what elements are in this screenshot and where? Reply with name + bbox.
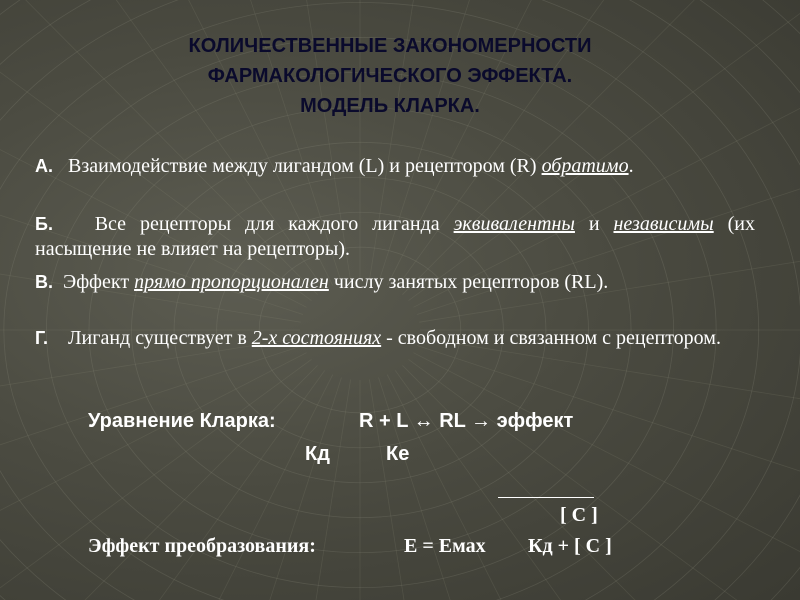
item-marker-g: Г.: [35, 328, 48, 348]
list-item-a: [35, 154, 755, 179]
list-item-b: [35, 212, 755, 262]
item-b-text: Все рецепторы для каждого лиганда: [94, 213, 440, 235]
item-b-emphasis-1: эквивалентны: [453, 213, 575, 235]
item-v-text: Эффект: [63, 271, 130, 293]
slide-title-line-3: МОДЕЛЬ КЛАРКА.: [300, 95, 480, 117]
list-item-v: [35, 270, 755, 295]
item-b-emphasis-2: независимы: [613, 213, 714, 235]
item-g-end: - свободном и связанном с рецептором.: [386, 327, 721, 349]
conversion-formula: E = Eмах: [404, 535, 486, 557]
item-g-emphasis: 2-х состояниях: [251, 327, 382, 349]
conversion-equation-label: Эффект преобразования:: [88, 535, 316, 557]
dissociation-constant-kd: Кд: [305, 443, 330, 465]
clark-equation-reaction: R + L ↔ RL → эффект: [359, 410, 574, 432]
item-v-end: числу занятых рецепторов (RL).: [333, 271, 609, 293]
fraction-line: [498, 497, 594, 498]
fraction-denominator: Кд + [ C ]: [528, 535, 612, 557]
slide-title-line-2: ФАРМАКОЛОГИЧЕСКОГО ЭФФЕКТА.: [207, 65, 573, 87]
clark-equation-label: Уравнение Кларка:: [88, 410, 276, 432]
efficacy-constant-ke: Ке: [386, 443, 410, 465]
item-a-emphasis: обратимо: [541, 155, 629, 177]
item-a-text: Взаимодействие между лигандом (L) и рецептором (R): [68, 155, 537, 177]
item-a-end: .: [628, 155, 634, 177]
slide-title-line-1: КОЛИЧЕСТВЕННЫЕ ЗАКОНОМЕРНОСТИ: [188, 35, 592, 57]
item-marker-b: Б.: [35, 214, 53, 234]
item-v-emphasis: прямо пропорционален: [134, 271, 329, 293]
item-b-joiner: и: [588, 213, 600, 235]
fraction-numerator: [ C ]: [560, 504, 598, 526]
list-item-g: [35, 326, 755, 351]
item-marker-a: А.: [35, 156, 53, 176]
item-marker-v: В.: [35, 272, 53, 292]
item-g-text: Лиганд существует в: [67, 327, 247, 349]
item-b-end: (их насыщение не влияет на рецепторы).: [35, 213, 755, 260]
